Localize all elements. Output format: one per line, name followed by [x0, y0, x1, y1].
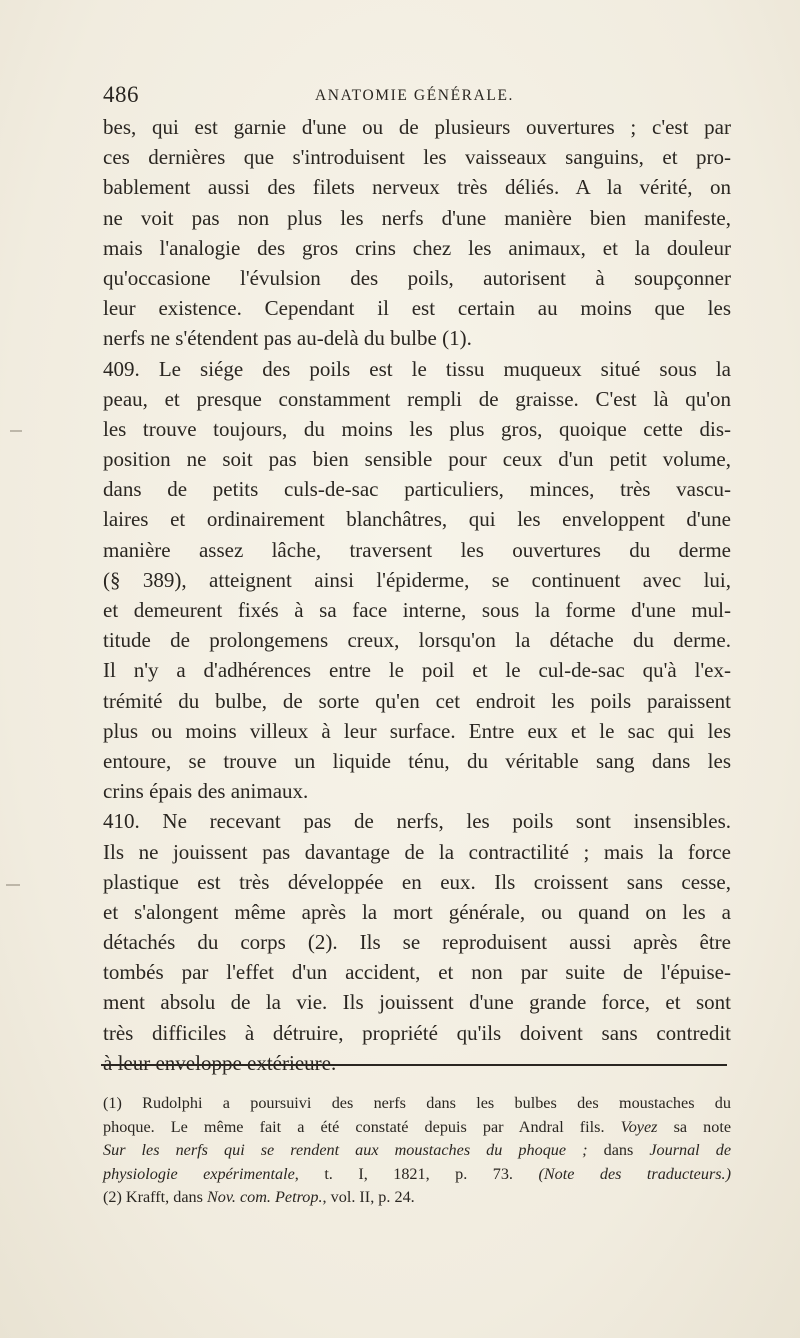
page-header [103, 82, 731, 112]
text-line: titude de prolongemens creux, lorsqu'on la détache du derme. [103, 628, 731, 653]
text-line: 410. Ne recevant pas de nerfs, les poils sont insensibles. [103, 809, 731, 834]
text-line: crins épais des animaux. [103, 779, 309, 804]
footnote-italic: Nov. com. Petrop. [207, 1188, 323, 1207]
footnote-line: (1) Rudolphi a poursuivi des nerfs dans les bulbes des moustaches du [103, 1094, 731, 1112]
body-text [103, 112, 731, 1078]
ink-speck [10, 430, 22, 432]
text-line: manière assez lâche, traversent les ouvertures du derme [103, 537, 731, 562]
text-line: bes, qui est garnie d'une ou de plusieurs ouvertures ; c'est par [103, 115, 731, 139]
footnote-italic: physiologie expérimentale [103, 1164, 295, 1183]
footnote-line [103, 1139, 731, 1163]
text-line: entoure, se trouve un liquide ténu, du véritable sang dans les [103, 748, 731, 773]
text-line: Ils ne jouissent pas davantage de la contractilité ; mais la force [103, 839, 731, 864]
footnote-text: dans [603, 1141, 634, 1160]
text-line: leur existence. Cependant il est certain au moins que les [103, 296, 731, 321]
ink-speck [6, 884, 20, 886]
text-line: très difficiles à détruire, propriété qu'ils doivent sans contredit [103, 1020, 731, 1045]
footnote-rule [101, 1064, 727, 1066]
text-line: bablement aussi des filets nerveux très déliés. A la vérité, on [103, 175, 731, 200]
text-line: ment absolu de la vie. Ils jouissent d'une grande force, et sont [103, 990, 731, 1015]
text-line: nerfs ne s'étendent pas au-delà du bulbe (1). [103, 326, 472, 351]
text-line: plastique est très développée en eux. Ils croissent sans cesse, [103, 869, 731, 894]
footnote-line [103, 1186, 731, 1210]
footnote-text: sa note [673, 1117, 732, 1136]
footnote-italic: (Note des traducteurs.) [538, 1164, 731, 1183]
text-line: tombés par l'effet d'un accident, et non par suite de l'épuise- [103, 960, 731, 985]
text-line: peau, et presque constamment rempli de graisse. C'est là qu'on [103, 386, 731, 411]
footnote-text: (2) Krafft, dans [103, 1188, 203, 1207]
page-number: 486 [103, 82, 139, 107]
text-line: trémité du bulbe, de sorte qu'en cet endroit les poils paraissent [103, 688, 731, 713]
text-line: qu'occasione l'évulsion des poils, autorisent à soupçonner [103, 265, 731, 290]
text-line: laires et ordinairement blanchâtres, qui les enveloppent d'une [103, 507, 731, 532]
text-line: les trouve toujours, du moins les plus gros, quoique cette dis- [103, 416, 731, 441]
text-line: détachés du corps (2). Ils se reproduisent aussi après être [103, 930, 731, 955]
text-line: ne voit pas non plus les nerfs d'une manière bien manifeste, [103, 205, 731, 230]
footnote-line [103, 1116, 731, 1140]
text-line: ces dernières que s'introduisent les vaisseaux sanguins, et pro- [103, 145, 731, 170]
footnote-line [103, 1163, 731, 1187]
text-line: position ne soit pas bien sensible pour ceux d'un petit volume, [103, 447, 731, 472]
footnote-italic: Sur les nerfs qui se rendent aux moustaches du phoque ; [103, 1141, 588, 1160]
text-line: plus ou moins villeux à leur surface. Entre eux et le sac qui les [103, 718, 731, 743]
footnote-text: phoque. Le même fait a été constaté depuis par Andral fils. [103, 1117, 605, 1136]
footnote-text: , vol. II, p. 24. [322, 1188, 415, 1207]
text-line: dans de petits culs-de-sac particuliers, minces, très vascu- [103, 477, 731, 502]
text-line: Il n'y a d'adhérences entre le poil et le cul-de-sac qu'à l'ex- [103, 658, 731, 683]
text-line: et s'alongent même après la mort générale, ou quand on les a [103, 899, 731, 924]
footnotes [103, 1092, 731, 1210]
text-line: 409. Le siége des poils est le tissu muqueux situé sous la [103, 356, 731, 381]
footnote-text: , t. I, 1821, p. 73. [294, 1164, 513, 1183]
text-line: et demeurent fixés à sa face interne, sous la forme d'une mul- [103, 598, 731, 622]
text-line: à leur enveloppe extérieure. [103, 1050, 337, 1075]
text-line: (§ 389), atteignent ainsi l'épiderme, se continuent avec lui, [103, 567, 731, 592]
running-head: ANATOMIE GÉNÉRALE. [315, 87, 514, 104]
footnote-italic: Journal de [649, 1141, 732, 1160]
text-line: mais l'analogie des gros crins chez les animaux, et la douleur [103, 235, 731, 260]
footnote-italic: Voyez [620, 1117, 658, 1136]
